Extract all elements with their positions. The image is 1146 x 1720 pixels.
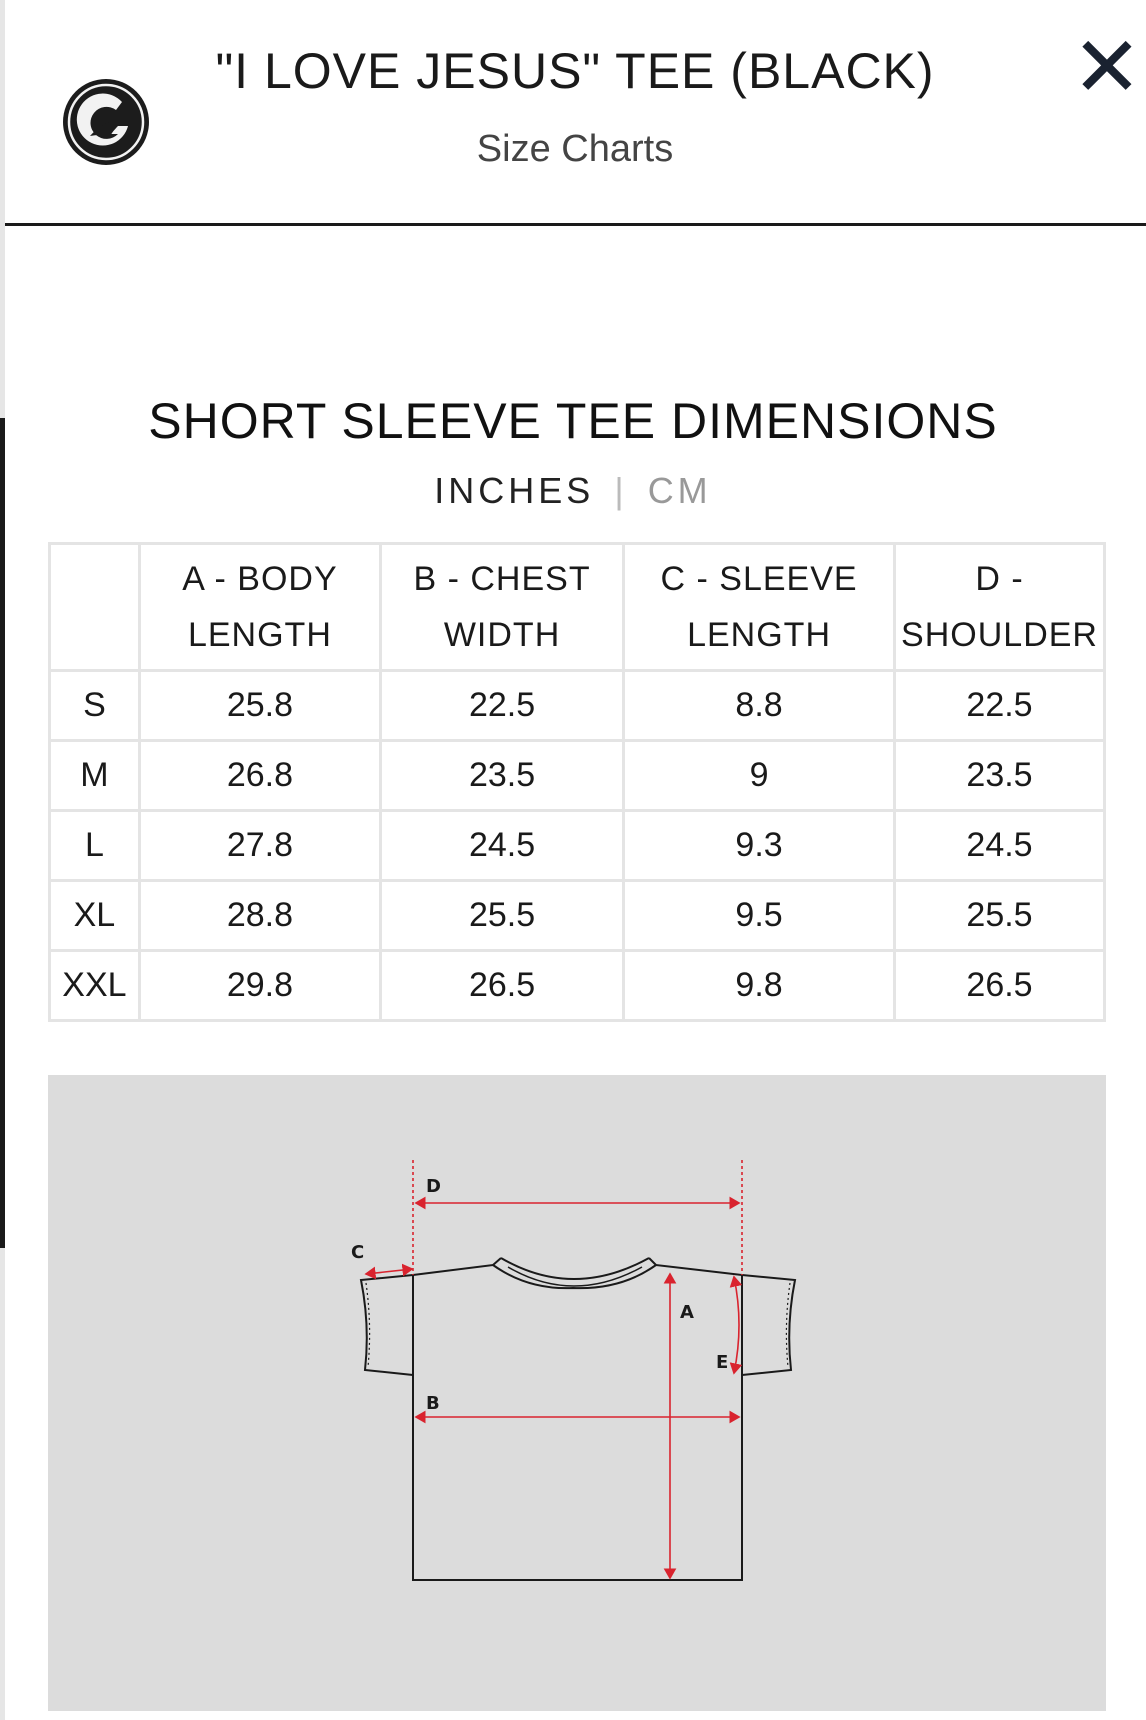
tee-outline bbox=[361, 1258, 795, 1580]
shoulder-cell: 24.5 bbox=[895, 811, 1105, 881]
unit-separator: | bbox=[614, 470, 628, 511]
table-header-row bbox=[50, 544, 1105, 671]
chest-width-cell: 24.5 bbox=[381, 811, 624, 881]
modal-subtitle: Size Charts bbox=[476, 128, 674, 170]
header-cell-chest-width: B - CHEST WIDTH bbox=[381, 544, 624, 671]
sleeve-length-cell: 9.5 bbox=[624, 881, 895, 951]
chest-width-cell: 23.5 bbox=[381, 741, 624, 811]
label-a: A bbox=[680, 1302, 694, 1323]
body-length-cell: 29.8 bbox=[139, 951, 380, 1021]
unit-inches-tab[interactable]: INCHES bbox=[434, 470, 595, 511]
unit-cm-tab[interactable]: CM bbox=[647, 470, 712, 511]
tee-measurement-diagram bbox=[48, 1075, 1106, 1711]
label-c: C bbox=[351, 1242, 365, 1263]
section-title: SHORT SLEEVE TEE DIMENSIONS bbox=[148, 393, 998, 449]
page-scroll-edge bbox=[0, 418, 5, 1248]
table-row bbox=[50, 951, 1105, 1021]
sleeve-length-cell: 9 bbox=[624, 741, 895, 811]
size-chart-table bbox=[48, 542, 1106, 1022]
body-length-cell: 25.8 bbox=[139, 671, 380, 741]
sleeve-length-cell: 9.3 bbox=[624, 811, 895, 881]
chest-width-cell: 26.5 bbox=[381, 951, 624, 1021]
shoulder-cell: 22.5 bbox=[895, 671, 1105, 741]
table-row bbox=[50, 811, 1105, 881]
header-divider bbox=[5, 223, 1146, 226]
label-b: B bbox=[426, 1393, 440, 1414]
shoulder-cell: 25.5 bbox=[895, 881, 1105, 951]
tee-diagram-svg bbox=[48, 1075, 1106, 1711]
size-cell: XXL bbox=[50, 951, 140, 1021]
header-cell-sleeve-length: C - SLEEVE LENGTH bbox=[624, 544, 895, 671]
body-length-cell: 28.8 bbox=[139, 881, 380, 951]
table-row bbox=[50, 741, 1105, 811]
sleeve-length-cell: 8.8 bbox=[624, 671, 895, 741]
label-d: D bbox=[426, 1176, 441, 1197]
modal-title: "I LOVE JESUS" TEE (BLACK) bbox=[215, 43, 935, 99]
header-cell-size bbox=[50, 544, 140, 671]
sleeve-length-cell: 9.8 bbox=[624, 951, 895, 1021]
body-length-cell: 27.8 bbox=[139, 811, 380, 881]
table-row bbox=[50, 671, 1105, 741]
header-cell-body-length: A - BODY LENGTH bbox=[139, 544, 380, 671]
close-icon[interactable]: ✕ bbox=[1071, 20, 1143, 114]
measure-lines bbox=[366, 1160, 742, 1578]
chest-width-cell: 25.5 bbox=[381, 881, 624, 951]
size-cell: L bbox=[50, 811, 140, 881]
table-row bbox=[50, 881, 1105, 951]
body-length-cell: 26.8 bbox=[139, 741, 380, 811]
label-e: E bbox=[716, 1352, 729, 1373]
chest-width-cell: 22.5 bbox=[381, 671, 624, 741]
unit-toggle bbox=[0, 470, 1146, 512]
shoulder-cell: 23.5 bbox=[895, 741, 1105, 811]
size-cell: XL bbox=[50, 881, 140, 951]
brand-logo-icon bbox=[60, 76, 152, 168]
header-cell-shoulder: D - SHOULDER bbox=[895, 544, 1105, 671]
shoulder-cell: 26.5 bbox=[895, 951, 1105, 1021]
size-cell: M bbox=[50, 741, 140, 811]
size-cell: S bbox=[50, 671, 140, 741]
